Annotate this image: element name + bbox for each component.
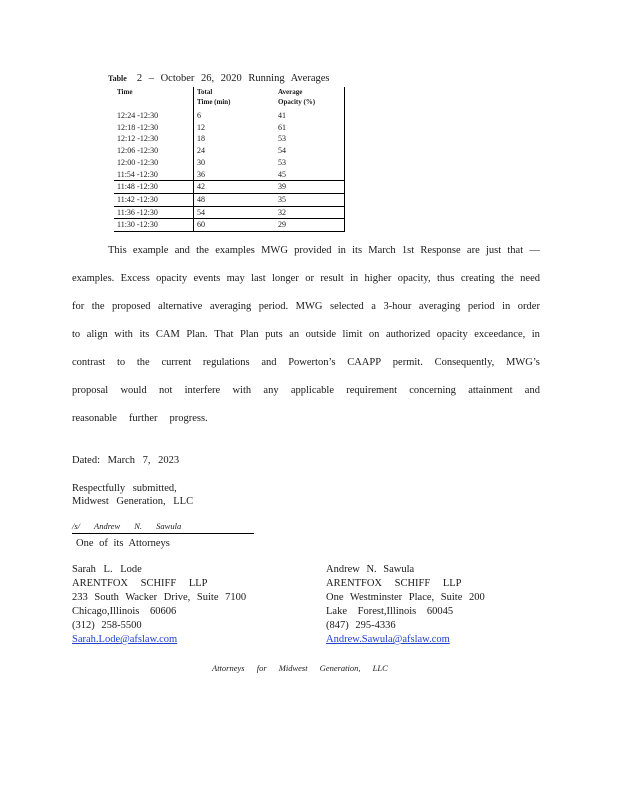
body-word: period. xyxy=(258,301,289,312)
body-word: just xyxy=(485,245,502,256)
body-word: opacity xyxy=(436,329,468,340)
body-word: current xyxy=(161,357,192,368)
body-word: and xyxy=(174,245,190,256)
body-word: Plan. xyxy=(186,329,208,340)
attorney-phone: (312) 258-5500 xyxy=(72,620,142,631)
attorney-name: Andrew N. Sawula xyxy=(326,564,415,575)
body-word: are xyxy=(466,245,480,256)
body-word: proposal xyxy=(72,385,109,396)
table-row: 11:42 -12:30 48 35 xyxy=(114,193,345,206)
body-word: MWG xyxy=(261,245,288,256)
body-word: MWG xyxy=(295,301,323,312)
table-row: 11:30 -12:30 60 29 xyxy=(114,219,345,232)
body-word: concerning xyxy=(409,385,456,396)
body-word: with xyxy=(114,329,133,340)
body-word: its xyxy=(139,329,150,340)
body-word: an xyxy=(289,329,300,340)
body-word: opacity xyxy=(156,273,188,284)
body-word: the xyxy=(136,357,150,368)
body-word: would xyxy=(120,385,147,396)
body-word: for xyxy=(72,301,85,312)
signature-line: /s/ Andrew N. Sawula xyxy=(72,521,254,534)
dated-line: Dated: March 7, 2023 xyxy=(72,455,180,466)
table-row: 12:06 -12:30 24 54 xyxy=(114,145,345,157)
body-word: Plan xyxy=(239,329,259,340)
table-header-row-2 xyxy=(114,97,345,110)
body-word: higher xyxy=(364,273,392,284)
body-word: That xyxy=(214,329,234,340)
body-word: puts xyxy=(265,329,283,340)
body-word: examples. xyxy=(72,273,115,284)
body-word: any xyxy=(263,385,279,396)
body-word: further xyxy=(128,413,158,424)
body-line-1 xyxy=(72,237,540,265)
body-word: the xyxy=(500,273,514,284)
attorney-address2: Lake Forest,Illinois 60045 xyxy=(326,606,454,617)
body-word: averaging xyxy=(209,301,252,312)
table-row: 11:48 -12:30 42 39 xyxy=(114,181,345,194)
body-line-3 xyxy=(72,293,540,321)
attorney-name: Sarah L. Lode xyxy=(72,564,142,575)
attorney-address1: 233 South Wacker Drive, Suite 7100 xyxy=(72,592,247,603)
header-total-line2: Time (min) xyxy=(194,97,276,110)
body-word: in xyxy=(337,245,346,256)
body-word: creating xyxy=(460,273,495,284)
body-word: provided xyxy=(294,245,332,256)
running-averages-table xyxy=(114,87,345,232)
body-word: permit. xyxy=(392,357,423,368)
body-word: 3-hour xyxy=(383,301,412,312)
body-word: may xyxy=(226,273,245,284)
body-word: its xyxy=(352,245,363,256)
body-word: averaging xyxy=(418,301,461,312)
attorney-firm: ARENTFOX SCHIFF LLP xyxy=(72,578,208,589)
body-word: reasonable xyxy=(72,413,117,424)
body-word: opacity, xyxy=(397,273,431,284)
body-word: regulations xyxy=(202,357,250,368)
table-row: 12:00 -12:30 30 53 xyxy=(114,157,345,169)
body-word: result xyxy=(320,273,344,284)
body-word: progress. xyxy=(169,413,208,424)
table-caption-label: Table xyxy=(108,74,127,83)
body-line-7 xyxy=(72,405,540,433)
attorney-address1: One Westminster Place, Suite 200 xyxy=(326,592,485,603)
body-word: with xyxy=(232,385,252,396)
body-word: thus xyxy=(436,273,455,284)
body-word: March xyxy=(368,245,396,256)
attorney-firm: ARENTFOX SCHIFF LLP xyxy=(326,578,462,589)
body-word: CAM xyxy=(155,329,180,340)
body-paragraph xyxy=(72,237,540,433)
body-word: Excess xyxy=(120,273,150,284)
body-line-2 xyxy=(72,265,540,293)
attorney-phone: (847) 295-4336 xyxy=(326,620,396,631)
header-total-line1: Total xyxy=(194,87,276,97)
body-word: exceedance, xyxy=(474,329,526,340)
table-caption-text: 2 – October 26, 2020 Running Averages xyxy=(136,73,330,84)
attorney-email-link[interactable]: Andrew.Sawula@afslaw.com xyxy=(326,634,450,645)
table-row: 11:36 -12:30 54 32 xyxy=(114,206,345,219)
body-word: in xyxy=(531,329,540,340)
body-word: limit xyxy=(342,329,363,340)
respectfully-submitted: Respectfully submitted, xyxy=(72,483,177,494)
body-word: order xyxy=(517,301,540,312)
body-word: Response xyxy=(420,245,461,256)
body-word: to xyxy=(116,357,126,368)
body-word: CAAPP xyxy=(347,357,382,368)
body-word: and xyxy=(261,357,277,368)
body-word: alternative xyxy=(158,301,203,312)
header-opacity-line2: Opacity (%) xyxy=(275,97,345,110)
body-line-4 xyxy=(72,321,540,349)
body-word: examples xyxy=(215,245,255,256)
body-word: attainment xyxy=(468,385,513,396)
body-word: and xyxy=(524,385,540,396)
table-row: 12:24 -12:30 6 41 xyxy=(114,110,345,122)
body-word: align xyxy=(86,329,108,340)
company-name: Midwest Generation, LLC xyxy=(72,496,194,507)
body-word: in xyxy=(502,301,511,312)
body-word: the xyxy=(196,245,209,256)
body-word: — xyxy=(529,245,540,256)
table-row: 11:54 -12:30 36 45 xyxy=(114,169,345,181)
body-word: proposed xyxy=(112,301,151,312)
body-word: contrast xyxy=(72,357,106,368)
body-word: a xyxy=(371,301,376,312)
body-line-5 xyxy=(72,349,540,377)
attorney-role: One of its Attorneys xyxy=(76,538,170,549)
body-word: last xyxy=(251,273,266,284)
body-line-6 xyxy=(72,377,540,405)
table-row: 12:12 -12:30 18 53 xyxy=(114,133,345,145)
table-header-row xyxy=(114,87,345,97)
body-word: or xyxy=(305,273,314,284)
body-word: longer xyxy=(272,273,299,284)
body-word: interfere xyxy=(184,385,221,396)
body-word: Consequently, xyxy=(434,357,495,368)
body-word: to xyxy=(72,329,81,340)
table-row: 12:18 -12:30 12 61 xyxy=(114,122,345,134)
body-word: This xyxy=(108,245,127,256)
attorney-email-link[interactable]: Sarah.Lode@afslaw.com xyxy=(72,634,178,645)
body-word: in xyxy=(350,273,359,284)
body-word: example xyxy=(132,245,169,256)
body-word: selected xyxy=(329,301,364,312)
body-word: not xyxy=(158,385,173,396)
body-word: authorized xyxy=(385,329,431,340)
body-word: requirement xyxy=(346,385,397,396)
header-opacity-line1: Average xyxy=(275,87,345,97)
body-word: applicable xyxy=(290,385,334,396)
body-word: period xyxy=(467,301,495,312)
body-word: events xyxy=(193,273,221,284)
body-word: that xyxy=(507,245,524,256)
attorney-address2: Chicago,Illinois 60606 xyxy=(72,606,177,617)
body-word: Powerton’s xyxy=(288,357,336,368)
page-footer: Attorneys for Midwest Generation, LLC xyxy=(212,663,388,673)
body-word: outside xyxy=(305,329,337,340)
body-word: MWG’s xyxy=(506,357,540,368)
body-word: on xyxy=(368,329,380,340)
header-time: Time xyxy=(117,88,133,96)
body-word: the xyxy=(91,301,105,312)
body-word: 1st xyxy=(401,245,415,256)
body-word: need xyxy=(520,273,540,284)
table-caption xyxy=(108,73,329,84)
